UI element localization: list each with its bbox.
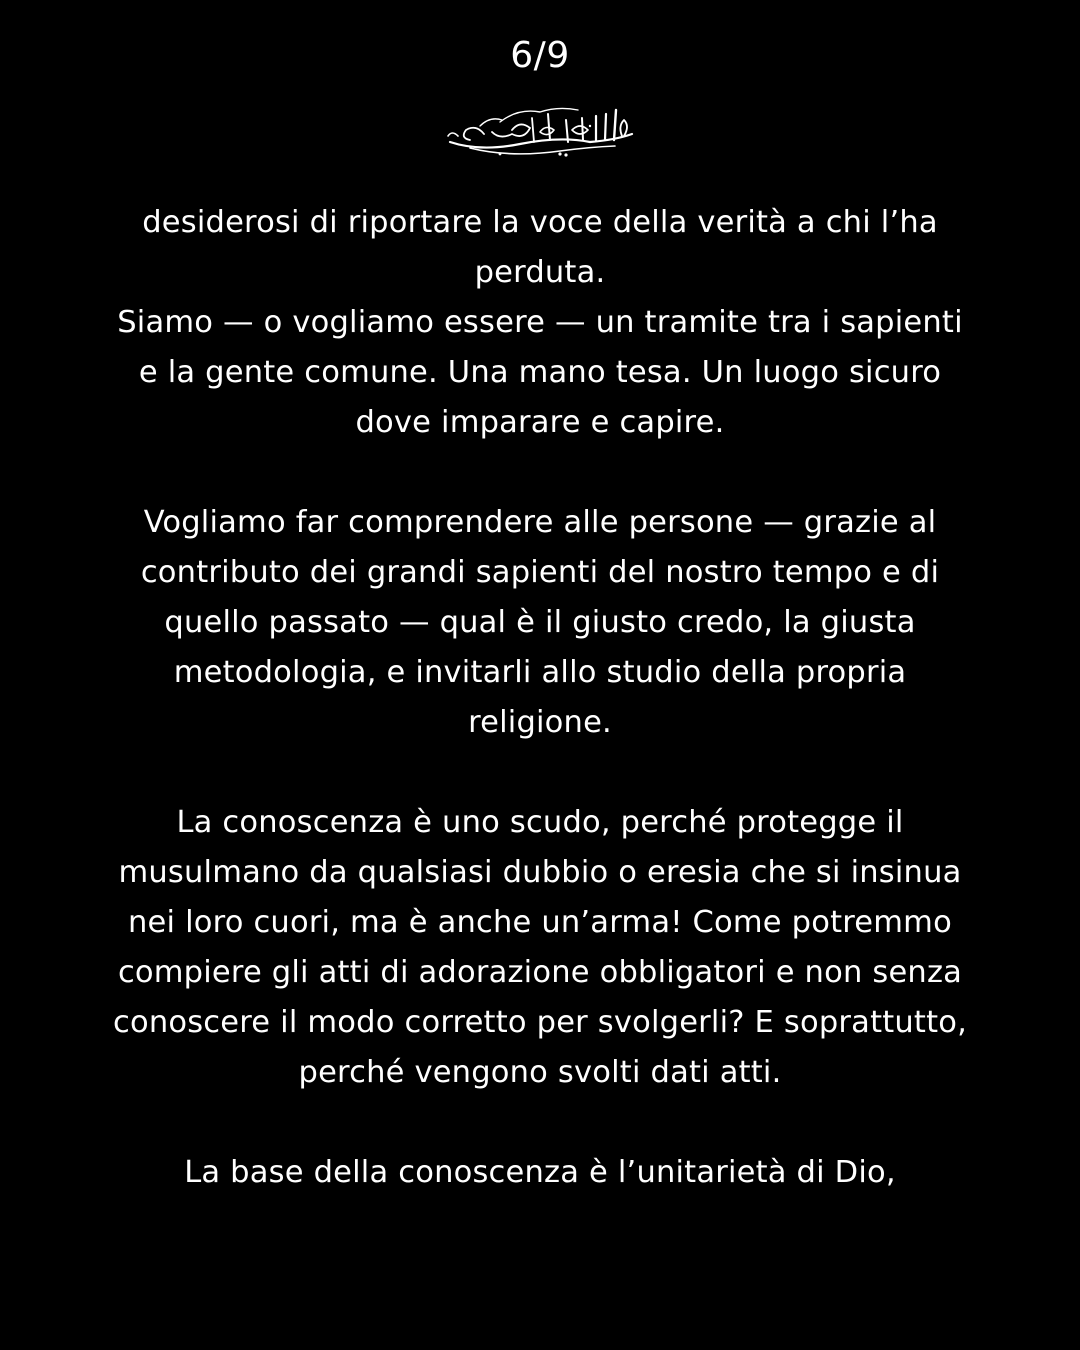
text-line: religione. (468, 705, 612, 740)
text-line: Vogliamo far comprendere alle persone — grazie al (143, 505, 937, 540)
paragraph (30, 198, 1050, 448)
page-counter: 6/9 (510, 35, 570, 76)
text-line: e la gente comune. Una mano tesa. Un luogo sicuro (138, 355, 942, 390)
paragraph (30, 498, 1050, 748)
paragraph (30, 1148, 1050, 1198)
text-line: conoscere il modo corretto per svolgerli? E soprattutto, (112, 1005, 967, 1040)
text-line: La base della conoscenza è l’unitarietà di Dio, (184, 1155, 896, 1190)
text-line: quello passato — qual è il giusto credo, la giusta (164, 605, 916, 640)
text-line: nei loro cuori, ma è anche un’arma! Come potremmo (128, 905, 952, 940)
bismillah-calligraphy-icon (440, 96, 640, 166)
text-line: compiere gli atti di adorazione obbligatori e non senza (117, 955, 963, 990)
text-line: contributo dei grandi sapienti del nostro tempo e di (140, 555, 940, 590)
text-line: La conoscenza è uno scudo, perché protegge il (176, 805, 904, 840)
body-text (30, 198, 1050, 1198)
paragraph (30, 798, 1050, 1098)
text-line: desiderosi di riportare la voce della verità a chi l’ha (142, 205, 938, 240)
text-line: Siamo — o vogliamo essere — un tramite tra i sapienti (117, 305, 963, 340)
text-line: dove imparare e capire. (355, 405, 725, 440)
text-line: perduta. (474, 255, 606, 290)
text-line: perché vengono svolti dati atti. (298, 1055, 782, 1090)
text-line: metodologia, e invitarli allo studio della propria (173, 655, 907, 690)
text-line: musulmano da qualsiasi dubbio o eresia che si insinua (118, 855, 962, 890)
